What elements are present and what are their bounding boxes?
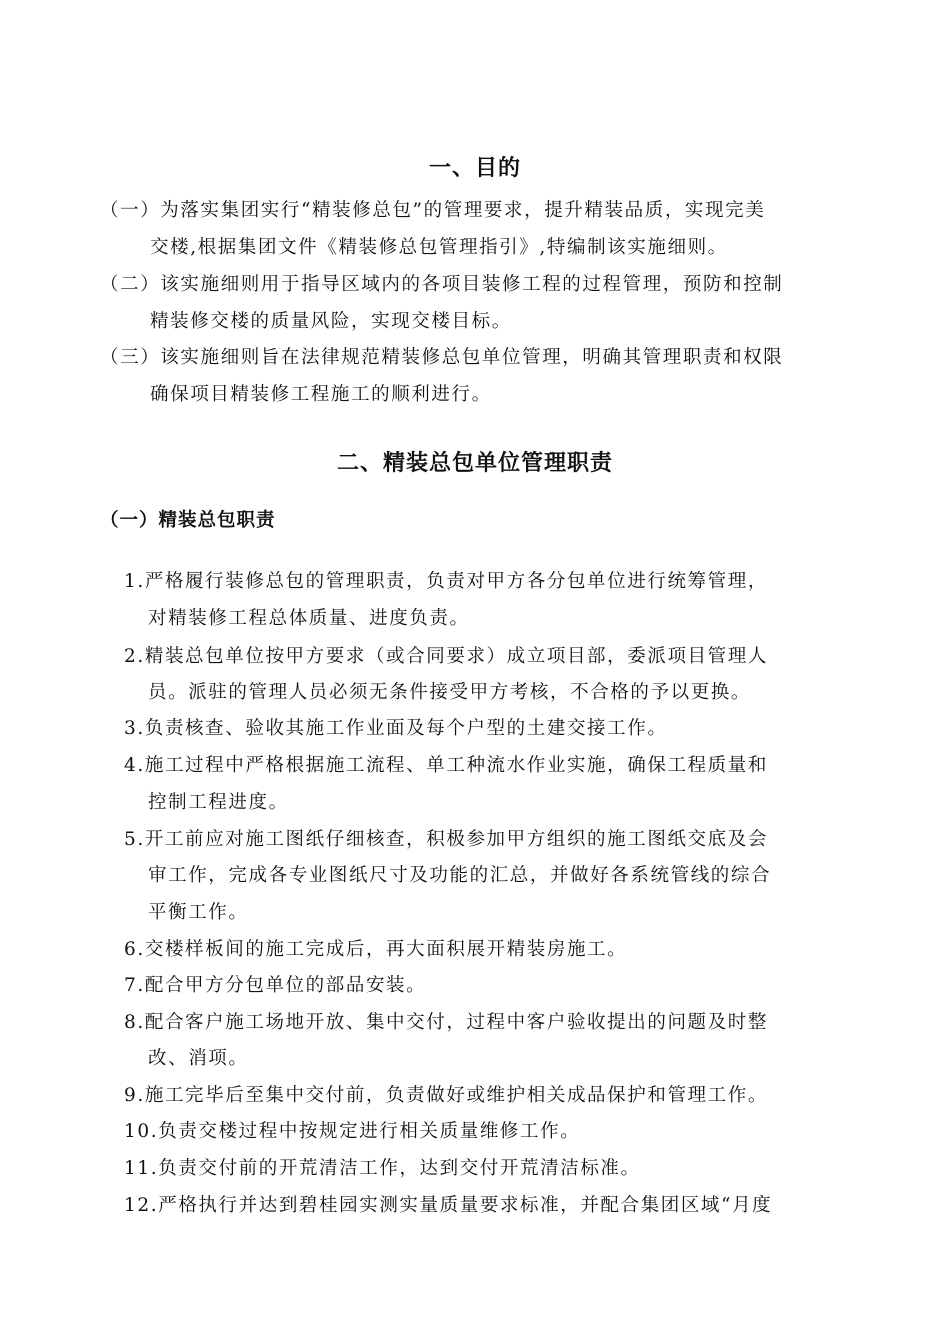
section-1-item-3-line-2: 确保项目精装修工程施工的顺利进行。: [150, 384, 492, 405]
duty-item-9-line-1: 9.施工完毕后至集中交付前，负责做好或维护相关成品保护和管理工作。: [124, 1085, 768, 1106]
section-2-title: 二、精装总包单位管理职责: [336, 450, 613, 476]
duty-item-5-line-2: 审工作，完成各专业图纸尺寸及功能的汇总，并做好各系统管线的综合: [148, 865, 772, 886]
section-1-item-2-line-2: 精装修交楼的质量风险，实现交楼目标。: [150, 311, 512, 332]
duty-item-1-line-2: 对精装修工程总体质量、进度负责。: [148, 608, 470, 629]
subsection-1-title: （一）精装总包职责: [100, 510, 276, 531]
section-1-item-2-line-1: （二）该实施细则用于指导区域内的各项目装修工程的过程管理，预防和控制: [100, 274, 784, 295]
duty-item-3-line-1: 3.负责核查、验收其施工作业面及每个户型的土建交接工作。: [124, 718, 668, 739]
duty-item-7-line-1: 7.配合甲方分包单位的部品安装。: [124, 975, 427, 996]
duty-item-4-line-2: 控制工程进度。: [148, 792, 289, 813]
section-1-title: 一、目的: [428, 155, 521, 181]
duty-item-5-line-3: 平衡工作。: [148, 902, 249, 923]
duty-item-4-line-1: 4.施工过程中严格根据施工流程、单工种流水作业实施，确保工程质量和: [124, 755, 768, 776]
duty-item-6-line-1: 6.交楼样板间的施工完成后，再大面积展开精装房施工。: [124, 939, 628, 960]
duty-item-2-line-2: 员。派驻的管理人员必须无条件接受甲方考核，不合格的予以更换。: [148, 682, 752, 703]
section-1-item-1-line-1: （一）为落实集团实行“精装修总包”的管理要求，提升精装品质，实现完美: [100, 200, 766, 221]
duty-item-5-line-1: 5.开工前应对施工图纸仔细核查，积极参加甲方组织的施工图纸交底及会: [124, 829, 768, 850]
duty-item-12-line-1: 12.严格执行并达到碧桂园实测实量质量要求标准，并配合集团区域“月度: [124, 1195, 773, 1216]
duty-item-1-line-1: 1.严格履行装修总包的管理职责，负责对甲方各分包单位进行统筹管理，: [124, 571, 768, 592]
duty-item-10-line-1: 10.负责交楼过程中按规定进行相关质量维修工作。: [124, 1121, 581, 1142]
duty-item-8-line-2: 改、消项。: [148, 1048, 249, 1069]
duty-item-8-line-1: 8.配合客户施工场地开放、集中交付，过程中客户验收提出的问题及时整: [124, 1012, 768, 1033]
section-1-item-1-line-2: 交楼,根据集团文件《精装修总包管理指引》,特编制该实施细则。: [150, 237, 728, 258]
duty-item-2-line-1: 2.精装总包单位按甲方要求（或合同要求）成立项目部，委派项目管理人: [124, 646, 768, 667]
section-1-item-3-line-1: （三）该实施细则旨在法律规范精装修总包单位管理，明确其管理职责和权限: [100, 347, 784, 368]
duty-item-11-line-1: 11.负责交付前的开荒清洁工作，达到交付开荒清洁标准。: [124, 1158, 641, 1179]
